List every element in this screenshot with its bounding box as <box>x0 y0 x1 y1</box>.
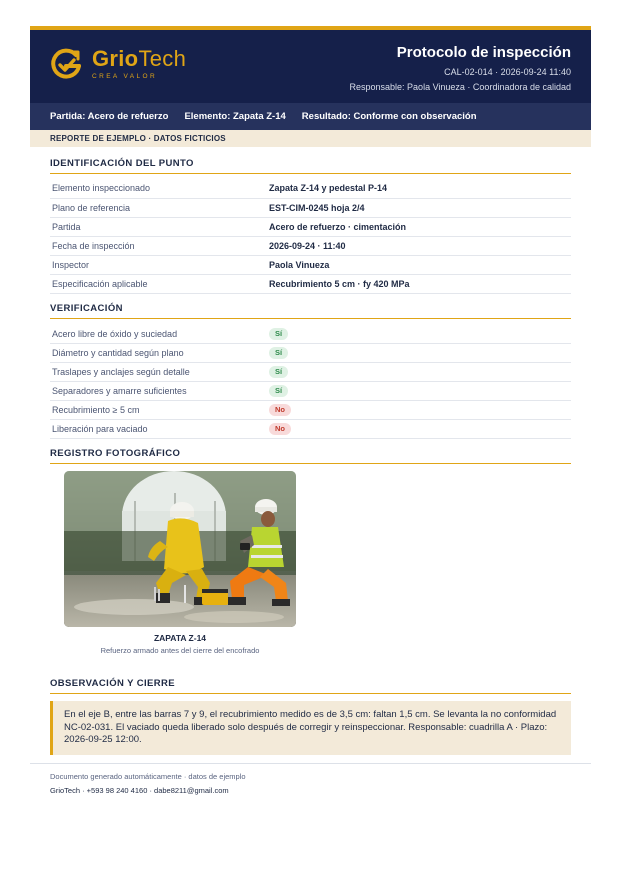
observation-text: En el eje B, entre las barras 7 y 9, el recubrimiento medido es de 3,5 cm: faltan 1,5 cm. Se levanta la no conformidad NC-02-031. El vaciado queda liberado solo después de corregir y reinspeccionar. Responsable: cuadrilla A · Plazo: 2026-09-25 12:00. <box>50 701 571 755</box>
field-value: Paola Vinueza <box>269 255 571 274</box>
report-header <box>30 30 591 103</box>
report-responsible: Responsable: Paola Vinueza · Coordinadora de calidad <box>349 82 571 92</box>
table-row <box>50 236 571 255</box>
brand-tagline: CREA VALOR <box>92 73 158 80</box>
field-label: Especificación aplicable <box>50 274 269 293</box>
field-value: EST-CIM-0245 hoja 2/4 <box>269 198 571 217</box>
field-value: 2026-09-24 · 11:40 <box>269 236 571 255</box>
brand-logo <box>48 46 186 82</box>
field-label: Plano de referencia <box>50 198 269 217</box>
field-label: Partida <box>50 217 269 236</box>
brand-g-arrow-icon <box>48 46 84 82</box>
identification-section <box>50 158 571 294</box>
field-label: Separadores y amarre suficientes <box>50 382 269 401</box>
field-value <box>269 344 571 363</box>
photo-caption: ZAPATA Z-14 <box>153 633 207 643</box>
summary-elemento: Elemento: Zapata Z-14 <box>184 111 286 122</box>
identification-table <box>50 179 571 294</box>
photo-subcaption: Refuerzo armado antes del cierre del encofrado <box>100 646 260 655</box>
table-row <box>50 420 571 439</box>
field-value <box>269 325 571 344</box>
status-badge: Sí <box>269 385 288 397</box>
status-badge: No <box>269 423 291 435</box>
table-row <box>50 325 571 344</box>
table-row <box>50 198 571 217</box>
verification-section <box>50 303 571 440</box>
field-label: Liberación para vaciado <box>50 420 269 439</box>
brand-name: GrioTech <box>92 46 187 71</box>
section-title: VERIFICACIÓN <box>50 303 571 319</box>
table-row <box>50 179 571 198</box>
section-title: IDENTIFICACIÓN DEL PUNTO <box>50 158 571 174</box>
field-label: Recubrimiento ≥ 5 cm <box>50 401 269 420</box>
report-page <box>30 26 591 755</box>
field-label: Inspector <box>50 255 269 274</box>
site-photo[interactable] <box>64 471 296 627</box>
observation-section <box>50 678 571 755</box>
status-badge: Sí <box>269 347 288 359</box>
section-title: OBSERVACIÓN Y CIERRE <box>50 678 571 694</box>
table-row <box>50 274 571 293</box>
report-title: Protocolo de inspección <box>396 44 571 61</box>
field-label: Fecha de inspección <box>50 236 269 255</box>
field-label: Acero libre de óxido y suciedad <box>50 325 269 344</box>
photo-card <box>64 471 296 655</box>
table-row <box>50 217 571 236</box>
field-value <box>269 420 571 439</box>
footer-contact: GrioTech · +593 98 240 4160 · dabe8211@gmail.com <box>50 786 229 795</box>
section-title: REGISTRO FOTOGRÁFICO <box>50 448 571 464</box>
footer-note: Documento generado automáticamente · datos de ejemplo <box>50 772 246 781</box>
field-value: Zapata Z-14 y pedestal P-14 <box>269 179 571 198</box>
field-label: Diámetro y cantidad según plano <box>50 344 269 363</box>
summary-resultado: Resultado: Conforme con observación <box>301 111 477 122</box>
table-row <box>50 344 571 363</box>
field-value: Acero de refuerzo · cimentación <box>269 217 571 236</box>
status-badge: Sí <box>269 328 288 340</box>
table-row <box>50 363 571 382</box>
report-code-date: CAL-02-014 · 2026-09-24 11:40 <box>444 67 571 77</box>
summary-partida: Partida: Acero de refuerzo <box>50 111 169 122</box>
field-value: Recubrimiento 5 cm · fy 420 MPa <box>269 274 571 293</box>
field-value <box>269 363 571 382</box>
table-row <box>50 255 571 274</box>
field-value <box>269 382 571 401</box>
photo-section <box>50 448 571 655</box>
field-label: Traslapes y anclajes según detalle <box>50 363 269 382</box>
table-row <box>50 401 571 420</box>
field-value <box>269 401 571 420</box>
page-footer <box>30 763 591 795</box>
site-photo-image <box>64 471 296 627</box>
field-label: Elemento inspeccionado <box>50 179 269 198</box>
status-badge: No <box>269 404 291 416</box>
summary-bar <box>30 103 591 130</box>
status-badge: Sí <box>269 366 288 378</box>
verification-table <box>50 325 571 440</box>
sample-notice: REPORTE DE EJEMPLO · DATOS FICTICIOS <box>30 130 591 147</box>
table-row <box>50 382 571 401</box>
